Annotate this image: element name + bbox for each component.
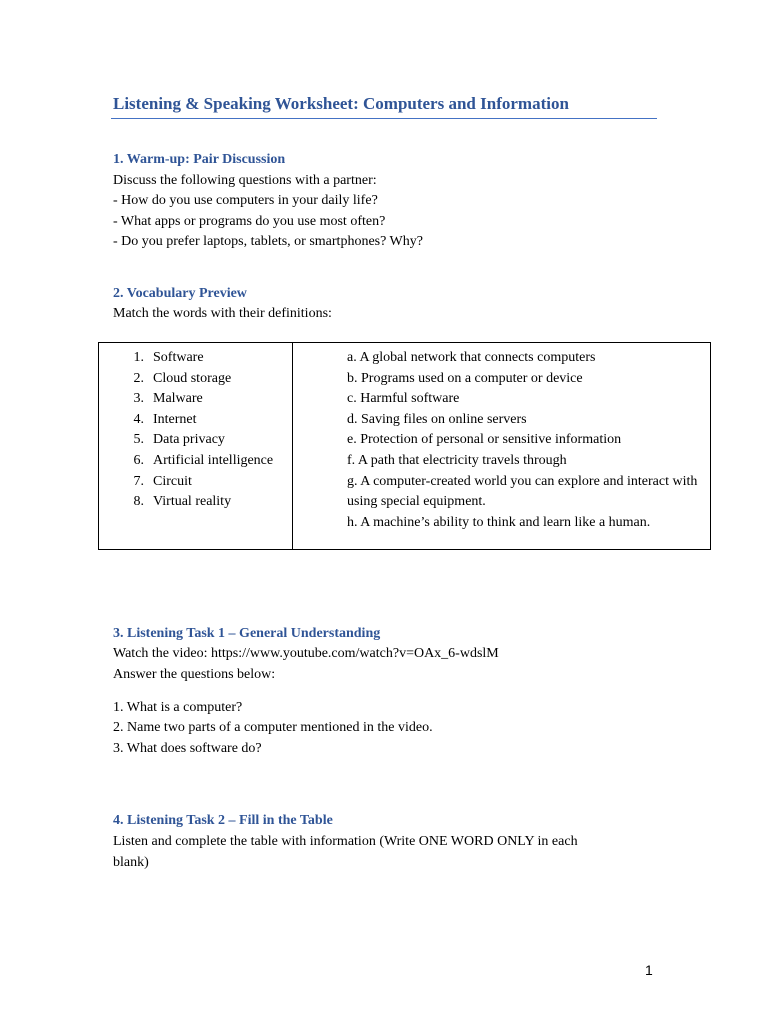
term-word: Internet	[153, 411, 197, 427]
section-1-line: - Do you prefer laptops, tablets, or smartphones? Why?	[113, 234, 423, 249]
term-number: 6.	[133, 452, 144, 468]
video-link-line: Watch the video: https://www.youtube.com/watch?v=OAx_6-wdslM	[113, 646, 499, 661]
term-number: 8.	[133, 494, 144, 510]
term-number: 4.	[133, 411, 144, 427]
term-word: Malware	[153, 391, 203, 407]
definition-item: e. Protection of personal or sensitive information	[347, 432, 622, 448]
vocabulary-table	[98, 342, 711, 550]
term-item	[99, 410, 292, 431]
section-1-line: - How do you use computers in your daily life?	[113, 193, 378, 208]
definition-item: b. Programs used on a computer or device	[347, 370, 583, 386]
section-1-heading: 1. Warm-up: Pair Discussion	[113, 152, 286, 167]
section-4-instruction: Listen and complete the table with information (Write ONE WORD ONLY in each	[113, 834, 578, 849]
definition-item: a. A global network that connects computers	[347, 350, 596, 365]
term-number: 2.	[133, 370, 144, 386]
term-word: Software	[153, 350, 204, 365]
term-item	[99, 348, 292, 369]
definition-item: g. A computer-created world you can explore and interact with using special equipment.	[347, 473, 698, 510]
section-1-line: Discuss the following questions with a partner:	[113, 173, 377, 188]
term-item	[99, 430, 292, 451]
section-2-heading: 2. Vocabulary Preview	[113, 286, 247, 301]
definition-item: c. Harmful software	[347, 391, 460, 407]
section-4-heading: 4. Listening Task 2 – Fill in the Table	[113, 813, 333, 828]
terms-list	[99, 343, 292, 513]
term-word: Virtual reality	[153, 494, 232, 510]
term-number: 3.	[133, 391, 144, 407]
term-word: Data privacy	[153, 432, 225, 448]
term-number: 5.	[133, 432, 144, 448]
terms-cell	[99, 343, 293, 550]
page-number: 1	[645, 962, 653, 978]
section-3-instruction: Answer the questions below:	[113, 667, 276, 682]
term-number: 7.	[133, 473, 144, 489]
term-number: 1.	[133, 350, 144, 365]
term-item	[99, 472, 292, 493]
question-item: 1. What is a computer?	[113, 700, 243, 715]
title-divider	[111, 118, 657, 119]
section-2-instruction: Match the words with their definitions:	[113, 306, 332, 321]
term-word: Cloud storage	[153, 370, 232, 386]
definition-item: h. A machine’s ability to think and learn like a human.	[347, 514, 651, 530]
question-item: 2. Name two parts of a computer mentioned in the video.	[113, 720, 433, 735]
definition-item: f. A path that electricity travels through	[347, 452, 567, 468]
term-word: Circuit	[153, 473, 192, 489]
term-word: Artificial intelligence	[153, 452, 274, 468]
term-item	[99, 451, 292, 472]
page-title: Listening & Speaking Worksheet: Computers and Information	[113, 94, 569, 113]
section-3-heading: 3. Listening Task 1 – General Understanding	[113, 626, 381, 641]
section-1-line: - What apps or programs do you use most often?	[113, 214, 386, 229]
definitions-cell	[293, 343, 711, 550]
term-item	[99, 369, 292, 390]
question-item: 3. What does software do?	[113, 741, 262, 756]
definitions-list	[293, 343, 710, 533]
term-item	[99, 389, 292, 410]
definition-item: d. Saving files on online servers	[347, 411, 527, 427]
term-item	[99, 492, 292, 513]
section-4-instruction: blank)	[113, 855, 149, 870]
